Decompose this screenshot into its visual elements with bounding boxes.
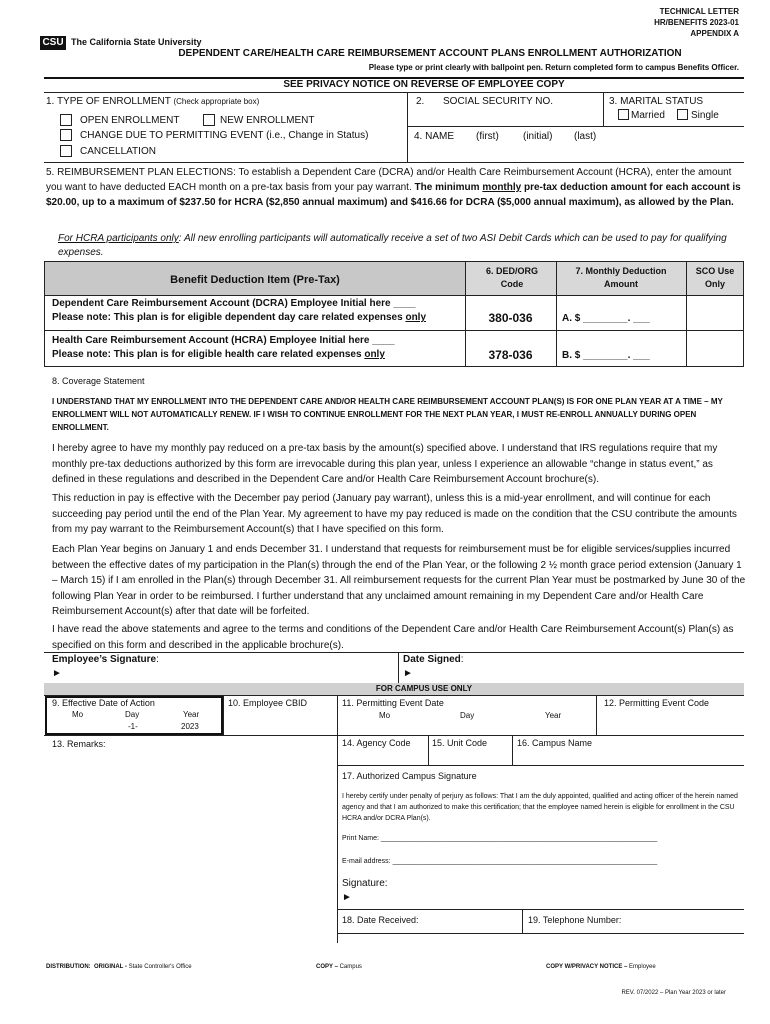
hcra-line-2 — [52, 348, 395, 362]
permitting-event-date-label: 11. Permitting Event Date — [342, 698, 444, 708]
campus-signature-label: Signature: — [342, 878, 388, 889]
employee-cbid-field[interactable] — [226, 710, 334, 734]
certification-text: I hereby certify under penalty of perjury as follows: That I am the duly appointed, qualified and acting officer of the herein named agency and that I am authorized to make this certification; that the employee named herein is eligible for enrollment in the CSU HCRA and/or DCRA Plan(s). — [342, 793, 738, 822]
employee-signature-label: Employee’s Signature: — [52, 654, 159, 665]
enrollment-type-label: 1. TYPE OF ENROLLMENT — [46, 96, 171, 107]
permitting-event-code-label: 12. Permitting Event Code — [604, 698, 710, 708]
plan-elections-intro: 5. REIMBURSEMENT PLAN ELECTIONS: To establish a Dependent Care (DCRA) and/or Health Care Reimbursement Account (HCRA), enter the amount you want to have deducted EACH month on a pre-tax basis from your pay warrant. — [46, 167, 732, 193]
effective-year-label: Year — [183, 710, 200, 719]
ssn-field[interactable] — [409, 108, 601, 124]
employee-signature-text: Employee’s Signature — [52, 654, 157, 665]
campus-signature-arrow-icon: ► — [342, 892, 352, 903]
telephone-label: 19. Telephone Number: — [528, 915, 622, 925]
date-received-label: 18. Date Received: — [342, 915, 419, 925]
permitting-day-label: Day — [460, 711, 475, 720]
table-header-sco: SCO Use Only — [695, 266, 735, 289]
ssn-title: SOCIAL SECURITY NO. — [443, 96, 554, 107]
ssn-number: 2. — [416, 96, 425, 107]
name-first-label: (first) — [476, 131, 499, 142]
coverage-paragraph-2: This reduction in pay is effective with the December pay period (January pay warrant), unless this is a mid-year enrollment, and will continue for each succeeding pay period until the end of the Plan Year. My agreement to have my pay reduced is made on the condition that the CSU contribute the amounts from my pay warrant to the Reimbursement Account(s) that I have specified on this form. — [52, 493, 737, 536]
tech-letter-line-1: TECHNICAL LETTER — [659, 7, 739, 16]
plan-elections-text — [46, 165, 748, 210]
employee-cbid-label: 10. Employee CBID — [228, 698, 308, 708]
enrollment-type-hint: (Check appropriate box) — [173, 97, 260, 106]
hcra-note-label: For HCRA participants only — [58, 233, 179, 244]
privacy-notice: SEE PRIVACY NOTICE ON REVERSE OF EMPLOYEE COPY — [283, 79, 565, 90]
effective-day-value: -1- — [128, 722, 138, 731]
permitting-event-code-field[interactable] — [599, 710, 742, 734]
form-instructions: Please type or print clearly with ballpoint pen. Return completed form to campus Benefits Officer. — [368, 63, 739, 72]
new-enrollment-checkbox[interactable] — [203, 114, 215, 126]
tech-letter-line-2: HR/BENEFITS 2023-01 — [654, 18, 739, 27]
print-name-field[interactable]: Print Name: _______________________________________________________________________ — [342, 835, 658, 842]
authorized-signature-label: 17. Authorized Campus Signature — [342, 771, 477, 781]
agency-code-label: 14. Agency Code — [342, 738, 411, 748]
dcra-note: Please note: This plan is for eligible dependent day care related expenses — [52, 312, 403, 323]
new-enrollment-label: NEW ENROLLMENT — [220, 115, 315, 126]
plan-elections-monthly: monthly — [482, 182, 522, 193]
distribution-copy-value: Campus — [339, 964, 362, 970]
hcra-code: 378-036 — [488, 348, 533, 362]
remarks-label: 13. Remarks: — [52, 739, 106, 749]
plan-elections-min-b: pre-tax deduction amount for each account is $20.00, up to a maximum of $237.50 for HCRA ($2,850 annual maximum) and $416.66 for DCRA ($5,000 annual maximum), as allowed by the Plan. — [46, 182, 741, 208]
table-header-code: 6. DED/ORG Code — [485, 266, 538, 289]
name-initial-label: (initial) — [523, 131, 553, 142]
cancellation-label: CANCELLATION — [80, 146, 156, 157]
hcra-note-text: : All new enrolling participants will automatically receive a set of two ASI Debit Cards which can be used to pay for qualifying expenses. — [58, 233, 727, 258]
form-title: DEPENDENT CARE/HEALTH CARE REIMBURSEMENT ACCOUNT PLANS ENROLLMENT AUTHORIZATION — [178, 48, 682, 59]
single-checkbox[interactable] — [677, 109, 688, 120]
plan-elections-min-a: The minimum — [414, 182, 480, 193]
distribution-original — [46, 964, 192, 970]
permitting-event-checkbox[interactable] — [60, 129, 72, 141]
university-name: The California State University — [71, 37, 202, 47]
coverage-title: 8. Coverage Statement — [52, 376, 145, 386]
remarks-field[interactable] — [47, 752, 334, 940]
table-row — [52, 334, 395, 362]
dcra-note-only: only — [405, 312, 427, 323]
campus-signature-field[interactable] — [356, 890, 740, 906]
effective-year-value: 2023 — [181, 722, 199, 731]
name-last-label: (last) — [574, 131, 597, 142]
csu-logo: CSU — [40, 36, 66, 50]
table-header-amount: 7. Monthly Deduction Amount — [575, 266, 667, 289]
hcra-amount-field[interactable]: B. $ ________. ___ — [562, 350, 650, 361]
dcra-line-1: Dependent Care Reimbursement Account (DCRA) Employee Initial here ____ — [52, 298, 416, 309]
effective-mo-label: Mo — [72, 710, 84, 719]
revision-note: REV. 07/2022 – Plan Year 2023 or later — [621, 990, 726, 996]
married-label: Married — [631, 110, 665, 121]
employee-signature-arrow-icon: ► — [52, 668, 62, 679]
distribution-privacy-label: COPY W/PRIVACY NOTICE – — [546, 964, 628, 970]
name-title: 4. NAME — [414, 131, 455, 142]
open-enrollment-label: OPEN ENROLLMENT — [80, 115, 180, 126]
permitting-event-label: CHANGE DUE TO PERMITTING EVENT (i.e., Change in Status) — [80, 130, 369, 141]
married-checkbox[interactable] — [618, 109, 629, 120]
distribution-original-value: State Controller's Office — [128, 964, 192, 970]
marital-status-title: 3. MARITAL STATUS — [609, 96, 704, 107]
permitting-year-label: Year — [545, 711, 562, 720]
distribution-copy-label: COPY – — [316, 964, 338, 970]
permitting-mo-label: Mo — [379, 711, 391, 720]
hcra-row-note: Please note: This plan is for eligible health care related expenses — [52, 349, 362, 360]
name-field[interactable] — [409, 144, 742, 160]
cancellation-checkbox[interactable] — [60, 145, 72, 157]
date-signed-field[interactable] — [417, 666, 742, 682]
hcra-line-1: Health Care Reimbursement Account (HCRA) Employee Initial here ____ — [52, 335, 395, 346]
coverage-paragraph-3: Each Plan Year begins on January 1 and ends December 31. I understand that requests for reimbursement must be for eligible services/supplies incurred between the effective dates of my participation in the Plan(s) through the end of the Plan Year, or the following 2 ½ month grace period extension (January 1 – March 15) if I am enrolled in the Plan(s) through December 31. All reimbursement requests for the current Plan Year must be postmarked by June 30 of the following Plan Year in order to be reimbursed. I further understand that any unclaimed amount remaining in my Dependent Care and/or Health Care Reimbursement Account(s) after that date will be forfeited. — [52, 544, 746, 618]
coverage-caps: I UNDERSTAND THAT MY ENROLLMENT INTO THE DEPENDENT CARE AND/OR HEALTH CARE REIMBURSEMENT ACCOUNT PLAN(S) IS FOR ONE PLAN YEAR AT A TIME – MY ENROLLMENT WILL NOT AUTOMATICALLY RENEW. IF I WISH TO CONTINUE ENROLLMENT FOR THE NEXT PLAN YEAR, I MUST RE-ENROLL ANNUALLY DURING OPEN ENROLLMENT. — [52, 397, 723, 432]
distribution-privacy-value: Employee — [629, 964, 656, 970]
distribution-original-label: ORIGINAL - — [94, 964, 127, 970]
employee-signature-field[interactable] — [66, 666, 394, 682]
dcra-code: 380-036 — [488, 311, 533, 325]
hcra-note — [58, 232, 748, 260]
technical-letter — [654, 6, 739, 39]
tech-letter-line-3: APPENDIX A — [690, 29, 739, 38]
effective-day-label: Day — [125, 710, 140, 719]
table-row — [52, 297, 426, 325]
distribution-privacy-copy — [546, 964, 656, 970]
date-signed-arrow-icon: ► — [403, 668, 413, 679]
enrollment-type-title — [46, 96, 259, 107]
distribution-copy — [316, 964, 362, 970]
coverage-paragraph-4: I have read the above statements and agree to the terms and conditions of the Dependent Care and/or Health Care Reimbursement Account(s) Plan(s) as specified on this form and described in the applicable brochure(s). — [52, 624, 734, 651]
unit-code-label: 15. Unit Code — [432, 738, 488, 748]
dcra-line-2 — [52, 311, 426, 325]
campus-use-bar: FOR CAMPUS USE ONLY — [375, 684, 473, 693]
coverage-paragraph-1: I hereby agree to have my monthly pay reduced on a pre-tax basis by the amount(s) specified above. I understand that IRS regulations require that my monthly pre-tax deductions authorized by this form are irrevocable during this plan year, unless I experience an allowable “change in status event,” as defined in these regulations and described in the Dependent Care and/or Health Care Reimbursement Account brochure(s). — [52, 443, 718, 486]
effective-date-label: 9. Effective Date of Action — [52, 698, 155, 708]
date-signed-text: Date Signed — [403, 654, 461, 665]
date-signed-label: Date Signed: — [403, 654, 464, 665]
open-enrollment-checkbox[interactable] — [60, 114, 72, 126]
email-field[interactable]: E-mail address: ____________________________________________________________________ — [342, 858, 658, 865]
campus-name-label: 16. Campus Name — [517, 738, 593, 748]
hcra-note-only: only — [364, 349, 385, 360]
single-label: Single — [691, 110, 719, 121]
dcra-amount-field[interactable]: A. $ ________. ___ — [562, 313, 650, 324]
distribution-label: DISTRIBUTION: — [46, 964, 91, 970]
table-header-item: Benefit Deduction Item (Pre-Tax) — [170, 274, 340, 286]
